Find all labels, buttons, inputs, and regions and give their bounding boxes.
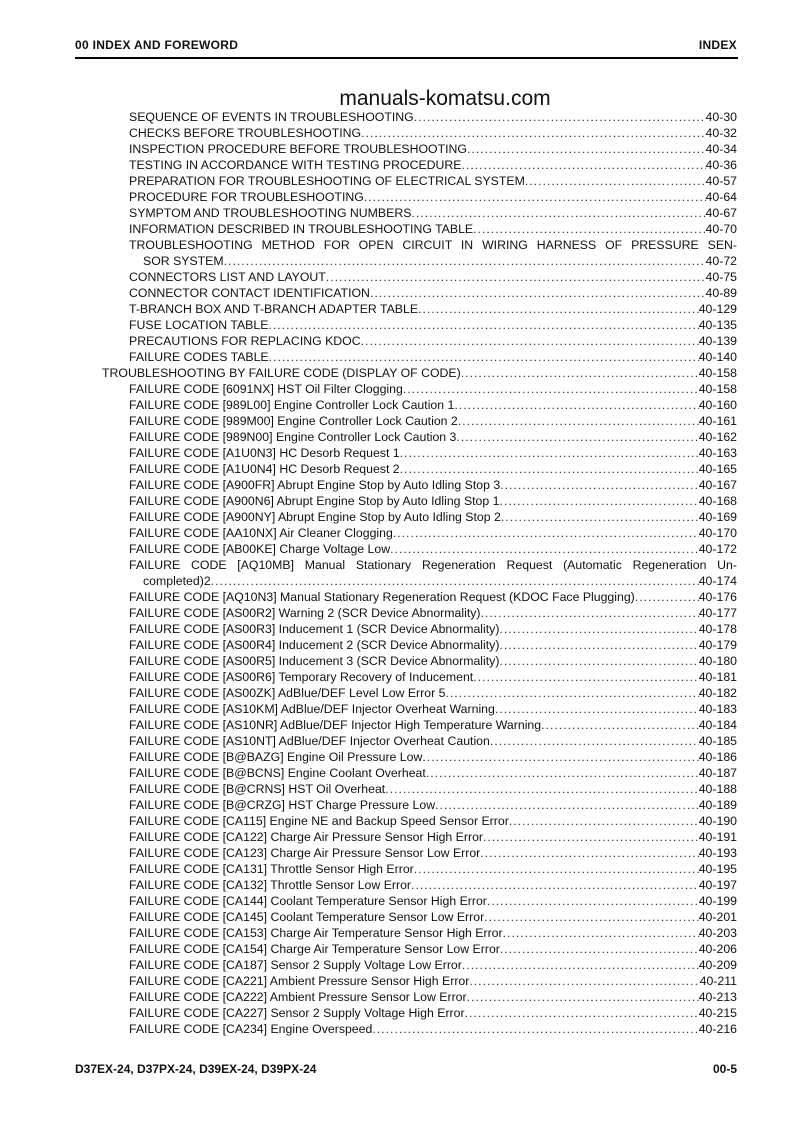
toc-entry-page: 40-199 [698, 894, 737, 908]
toc-entry[interactable] [129, 125, 737, 141]
dot-leader [435, 797, 699, 813]
dot-leader [370, 285, 706, 301]
toc-entry-page: 40-209 [698, 958, 737, 972]
toc-entry[interactable] [129, 941, 737, 957]
toc-entry-title: FAILURE CODE [CA115] Engine NE and Backup Speed Sensor Error [129, 814, 509, 828]
toc-entry-page: 40-162 [698, 430, 737, 444]
toc-entry-title: FAILURE CODE [CA187] Sensor 2 Supply Voltage Low Error [129, 958, 462, 972]
dot-leader [467, 989, 699, 1005]
toc-entry-page: 40-139 [698, 334, 737, 348]
toc-entry-page: 40-36 [705, 158, 737, 172]
toc-entry-page: 40-211 [699, 974, 737, 988]
toc-entry-page: 40-67 [705, 206, 737, 220]
toc-entry-title: FAILURE CODE [AS00R5] Inducement 3 (SCR Device Abnormality) [129, 654, 500, 668]
toc-entry[interactable] [129, 333, 737, 349]
toc-entry-page: 40-188 [698, 782, 737, 796]
dot-leader [414, 109, 706, 125]
toc-entry-page: 40-170 [698, 526, 737, 540]
toc-entry-title: FAILURE CODE [B@BCNS] Engine Coolant Overheat [129, 766, 426, 780]
toc-entry-title: FAILURE CODE [CA123] Charge Air Pressure Sensor Low Error [129, 846, 481, 860]
toc-entry-title[interactable]: TROUBLESHOOTING METHOD FOR OPEN CIRCUIT IN WIRING HARNESS OF PRESSURE SEN- [129, 238, 737, 252]
dot-leader [469, 973, 699, 989]
dot-leader [458, 413, 699, 429]
dot-leader [541, 717, 699, 733]
toc-entry[interactable] [129, 221, 737, 237]
toc-entry-page: 40-165 [698, 462, 737, 476]
toc-entry-page: 40-34 [705, 142, 737, 156]
dot-leader [211, 573, 699, 589]
dot-leader [483, 829, 699, 845]
toc-entry[interactable] [102, 365, 737, 381]
toc-entry-title: FAILURE CODE [CA234] Engine Overspeed [129, 1022, 373, 1036]
toc-entry-page: 40-216 [698, 1022, 737, 1036]
toc-entry[interactable] [129, 797, 737, 813]
toc-entry-page: 40-195 [698, 862, 737, 876]
toc-entry-page: 40-158 [698, 366, 737, 380]
toc-entry[interactable] [129, 285, 737, 301]
toc-entry-title: FAILURE CODE [6091NX] HST Oil Filter Clogging [129, 382, 403, 396]
dot-leader [495, 701, 699, 717]
toc-entry-title: FUSE LOCATION TABLE [129, 318, 269, 332]
toc-entry-page: 40-176 [698, 590, 737, 604]
toc-entry[interactable] [129, 717, 737, 733]
footer-models: D37EX-24, D37PX-24, D39EX-24, D39PX-24 [75, 1062, 317, 1076]
toc-entry-page: 40-178 [698, 622, 737, 636]
toc-entry[interactable] [129, 317, 737, 333]
toc-entry[interactable] [143, 573, 737, 589]
dot-leader [456, 429, 698, 445]
toc-entry-title: SYMPTOM AND TROUBLESHOOTING NUMBERS [129, 206, 412, 220]
dot-leader [490, 733, 699, 749]
toc-entry[interactable] [129, 605, 737, 621]
dot-leader [400, 445, 699, 461]
table-of-contents [0, 109, 794, 1037]
toc-entry[interactable] [129, 541, 737, 557]
toc-entry-page: 40-179 [698, 638, 737, 652]
toc-entry-title: FAILURE CODE [CA122] Charge Air Pressure Sensor High Error [129, 830, 484, 844]
toc-entry-title: SOR SYSTEM [143, 254, 224, 268]
dot-leader [403, 381, 699, 397]
toc-entry-page: 40-160 [698, 398, 737, 412]
dot-leader [499, 637, 698, 653]
dot-leader [385, 781, 698, 797]
toc-entry[interactable] [129, 957, 737, 973]
dot-leader [467, 141, 706, 157]
toc-entry[interactable] [129, 429, 737, 445]
toc-entry-title: FAILURE CODE [AS00R6] Temporary Recovery of Inducement [129, 670, 474, 684]
toc-entry-title: FAILURE CODE [CA132] Throttle Sensor Low Error [129, 878, 412, 892]
toc-entry[interactable] [129, 1005, 737, 1021]
toc-entry-page: 40-213 [698, 990, 737, 1004]
toc-entry[interactable] [129, 973, 737, 989]
toc-entry-title: INFORMATION DESCRIBED IN TROUBLESHOOTING TABLE [129, 222, 474, 236]
toc-entry-page: 40-75 [705, 270, 737, 284]
toc-entry-page: 40-135 [698, 318, 737, 332]
toc-entry-page: 40-161 [698, 414, 737, 428]
toc-entry-title: PREPARATION FOR TROUBLESHOOTING OF ELECTRICAL SYSTEM [129, 174, 525, 188]
dot-leader [422, 749, 698, 765]
toc-entry[interactable] [129, 781, 737, 797]
toc-entry[interactable] [129, 765, 737, 781]
toc-entry-page: 40-64 [705, 190, 737, 204]
dot-leader [414, 861, 699, 877]
toc-entry-page: 40-168 [698, 494, 737, 508]
dot-leader [525, 173, 706, 189]
toc-entry-page: 40-180 [698, 654, 737, 668]
toc-entry-title: completed)2 [143, 574, 211, 588]
toc-entry[interactable] [129, 189, 737, 205]
toc-entry-title: FAILURE CODE [AQ10N3] Manual Stationary Regeneration Request (KDOC Face Plugging) [129, 590, 635, 604]
toc-entry-page: 40-140 [698, 350, 737, 364]
toc-entry-page: 40-190 [698, 814, 737, 828]
toc-entry-title: FAILURE CODE [B@BAZG] Engine Oil Pressure Low [129, 750, 423, 764]
toc-entry[interactable] [129, 525, 737, 541]
toc-entry-title: FAILURE CODE [CA221] Ambient Pressure Sensor High Error [129, 974, 470, 988]
dot-leader [484, 909, 699, 925]
toc-entry-page: 40-193 [698, 846, 737, 860]
toc-entry-title: TROUBLESHOOTING BY FAILURE CODE (DISPLAY OF CODE) [102, 366, 461, 380]
toc-entry-title: FAILURE CODE [A1U0N4] HC Desorb Request 2 [129, 462, 400, 476]
toc-entry-page: 40-197 [698, 878, 737, 892]
header-section-title: 00 INDEX AND FOREWORD [75, 38, 239, 52]
dot-leader [500, 477, 699, 493]
toc-entry-page: 40-187 [698, 766, 737, 780]
toc-entry[interactable] [129, 845, 737, 861]
header-index-label: INDEX [698, 38, 737, 52]
toc-entry[interactable] [129, 621, 737, 637]
toc-entry-title: FAILURE CODE [AS00R2] Warning 2 (SCR Device Abnormality) [129, 606, 481, 620]
toc-entry-page: 40-30 [705, 110, 737, 124]
toc-entry-title: FAILURE CODE [989M00] Engine Controller Lock Caution 2 [129, 414, 458, 428]
toc-entry-title: FAILURE CODE [CA153] Charge Air Temperature Sensor High Error [129, 926, 503, 940]
dot-leader [372, 1021, 698, 1037]
toc-entry-title: FAILURE CODES TABLE [129, 350, 269, 364]
toc-entry[interactable] [143, 253, 737, 269]
toc-entry-title: FAILURE CODE [CA144] Coolant Temperature Sensor High Error [129, 894, 487, 908]
toc-entry-title: FAILURE CODE [A900NY] Abrupt Engine Stop by Auto Idling Stop 2 [129, 510, 501, 524]
toc-entry-title: FAILURE CODE [CA131] Throttle Sensor High Error [129, 862, 414, 876]
dot-leader [411, 205, 705, 221]
dot-leader [509, 813, 699, 829]
toc-entry-page: 40-182 [698, 686, 737, 700]
toc-entry-title: FAILURE CODE [AS00R3] Inducement 1 (SCR Device Abnormality) [129, 622, 500, 636]
toc-entry-title: T-BRANCH BOX AND T-BRANCH ADAPTER TABLE [129, 302, 419, 316]
toc-entry[interactable] [129, 413, 737, 429]
toc-entry-title: FAILURE CODE [A900FR] Abrupt Engine Stop by Auto Idling Stop 3 [129, 478, 501, 492]
toc-entry[interactable] [129, 157, 737, 173]
dot-leader [473, 221, 705, 237]
dot-leader [465, 1005, 699, 1021]
toc-entry[interactable] [129, 493, 737, 509]
toc-entry-title: INSPECTION PROCEDURE BEFORE TROUBLESHOOTING [129, 142, 467, 156]
dot-leader [361, 125, 705, 141]
toc-entry[interactable] [129, 173, 737, 189]
toc-entry-title: FAILURE CODE [AA10NX] Air Cleaner Clogging [129, 526, 393, 540]
toc-entry-title[interactable]: FAILURE CODE [AQ10MB] Manual Stationary Regeneration Request (Automatic Regeneration Un- [129, 558, 737, 572]
toc-entry-page: 40-189 [698, 798, 737, 812]
toc-entry-title: FAILURE CODE [B@CRNS] HST Oil Overheat [129, 782, 386, 796]
toc-entry[interactable] [129, 509, 737, 525]
dot-leader [269, 349, 699, 365]
dot-leader [364, 189, 706, 205]
dot-leader [400, 461, 699, 477]
watermark: manuals-komatsu.com [339, 87, 551, 110]
toc-entry-title: FAILURE CODE [B@CRZG] HST Charge Pressure Low [129, 798, 436, 812]
toc-entry-page: 40-158 [698, 382, 737, 396]
toc-entry-page: 40-172 [698, 542, 737, 556]
toc-entry-page: 40-163 [698, 446, 737, 460]
toc-entry[interactable] [129, 701, 737, 717]
dot-leader [635, 589, 699, 605]
toc-entry[interactable] [129, 477, 737, 493]
dot-leader [461, 365, 699, 381]
dot-leader [501, 509, 699, 525]
toc-entry-page: 40-167 [698, 478, 737, 492]
footer-page-number: 00-5 [712, 1062, 737, 1076]
toc-entry[interactable] [129, 141, 737, 157]
toc-entry-title: FAILURE CODE [AS00ZK] AdBlue/DEF Level Low Error 5 [129, 686, 446, 700]
toc-entry-page: 40-185 [698, 734, 737, 748]
dot-leader [393, 525, 699, 541]
toc-entry-title: FAILURE CODE [AS10KM] AdBlue/DEF Injector Overheat Warning [129, 702, 495, 716]
toc-entry-title: FAILURE CODE [989L00] Engine Controller Lock Caution 1 [129, 398, 455, 412]
toc-entry-title: CONNECTOR CONTACT IDENTIFICATION [129, 286, 370, 300]
toc-entry-page: 40-191 [698, 830, 737, 844]
dot-leader [326, 269, 706, 285]
toc-entry-page: 40-177 [698, 606, 737, 620]
toc-entry-page: 40-70 [705, 222, 737, 236]
toc-entry[interactable] [129, 397, 737, 413]
toc-entry[interactable] [129, 669, 737, 685]
toc-entry[interactable] [129, 893, 737, 909]
toc-entry[interactable] [129, 269, 737, 285]
toc-entry-title: FAILURE CODE [CA227] Sensor 2 Supply Voltage High Error [129, 1006, 465, 1020]
toc-entry-title: FAILURE CODE [AS10NR] AdBlue/DEF Injector High Temperature Warning [129, 718, 542, 732]
toc-entry[interactable] [129, 349, 737, 365]
dot-leader [473, 669, 698, 685]
toc-entry[interactable] [129, 909, 737, 925]
toc-entry-page: 40-215 [698, 1006, 737, 1020]
toc-entry[interactable] [129, 925, 737, 941]
toc-entry[interactable] [129, 637, 737, 653]
dot-leader [499, 653, 698, 669]
dot-leader [481, 605, 699, 621]
dot-leader [500, 941, 699, 957]
toc-entry[interactable] [129, 461, 737, 477]
dot-leader [499, 621, 698, 637]
toc-entry[interactable] [129, 1021, 737, 1037]
toc-entry-page: 40-203 [698, 926, 737, 940]
toc-entry-page: 40-184 [698, 718, 737, 732]
toc-entry[interactable] [129, 861, 737, 877]
dot-leader [411, 877, 699, 893]
toc-entry[interactable] [129, 205, 737, 221]
toc-entry-page: 40-183 [698, 702, 737, 716]
dot-leader [462, 157, 706, 173]
dot-leader [454, 397, 698, 413]
toc-entry-title: PROCEDURE FOR TROUBLESHOOTING [129, 190, 364, 204]
dot-leader [462, 957, 699, 973]
toc-entry[interactable] [129, 301, 737, 317]
dot-leader [487, 893, 699, 909]
dot-leader [426, 765, 699, 781]
toc-entry-page: 40-186 [698, 750, 737, 764]
toc-entry[interactable] [129, 749, 737, 765]
toc-entry[interactable] [129, 685, 737, 701]
toc-entry-page: 40-181 [698, 670, 737, 684]
toc-entry-page: 40-206 [698, 942, 737, 956]
toc-entry-page: 40-32 [705, 126, 737, 140]
toc-entry-title: CHECKS BEFORE TROUBLESHOOTING [129, 126, 362, 140]
toc-entry-page: 40-201 [698, 910, 737, 924]
toc-entry-title: PRECAUTIONS FOR REPLACING KDOC [129, 334, 361, 348]
dot-leader [268, 317, 698, 333]
toc-entry-page: 40-129 [698, 302, 737, 316]
toc-entry[interactable] [129, 109, 737, 125]
dot-leader [445, 685, 698, 701]
toc-entry-page: 40-57 [705, 174, 737, 188]
toc-entry-title: FAILURE CODE [A1U0N3] HC Desorb Request 1 [129, 446, 400, 460]
dot-leader [361, 333, 699, 349]
toc-entry-title: FAILURE CODE [A900N6] Abrupt Engine Stop by Auto Idling Stop 1 [129, 494, 500, 508]
toc-entry[interactable] [129, 381, 737, 397]
toc-entry[interactable] [129, 829, 737, 845]
dot-leader [503, 925, 699, 941]
toc-entry-title: FAILURE CODE [CA154] Charge Air Temperature Sensor Low Error [129, 942, 500, 956]
toc-entry[interactable] [129, 733, 737, 749]
toc-entry[interactable] [129, 813, 737, 829]
dot-leader [500, 493, 699, 509]
toc-entry-title: FAILURE CODE [AS00R4] Inducement 2 (SCR Device Abnormality) [129, 638, 500, 652]
dot-leader [224, 253, 706, 269]
toc-entry-page: 40-72 [705, 254, 737, 268]
toc-entry-title: FAILURE CODE [CA222] Ambient Pressure Sensor Low Error [129, 990, 467, 1004]
toc-entry[interactable] [129, 653, 737, 669]
dot-leader [390, 541, 699, 557]
toc-entry-title: FAILURE CODE [989N00] Engine Controller Lock Caution 3 [129, 430, 457, 444]
toc-entry-title: CONNECTORS LIST AND LAYOUT [129, 270, 326, 284]
toc-entry-title: SEQUENCE OF EVENTS IN TROUBLESHOOTING [129, 110, 414, 124]
toc-entry[interactable] [129, 589, 737, 605]
toc-entry[interactable] [129, 989, 737, 1005]
toc-entry-page: 40-169 [698, 510, 737, 524]
toc-entry-title: FAILURE CODE [AS10NT] AdBlue/DEF Injector Overheat Caution [129, 734, 490, 748]
toc-entry[interactable] [129, 445, 737, 461]
toc-entry-page: 40-89 [705, 286, 737, 300]
toc-entry-title: FAILURE CODE [CA145] Coolant Temperature Sensor Low Error [129, 910, 485, 924]
dot-leader [418, 301, 699, 317]
dot-leader [480, 845, 698, 861]
toc-entry-title: FAILURE CODE [AB00KE] Charge Voltage Low [129, 542, 391, 556]
toc-entry-title: TESTING IN ACCORDANCE WITH TESTING PROCEDURE [129, 158, 462, 172]
toc-entry[interactable] [129, 877, 737, 893]
header-rule [75, 57, 738, 59]
toc-entry-page: 40-174 [698, 574, 737, 588]
